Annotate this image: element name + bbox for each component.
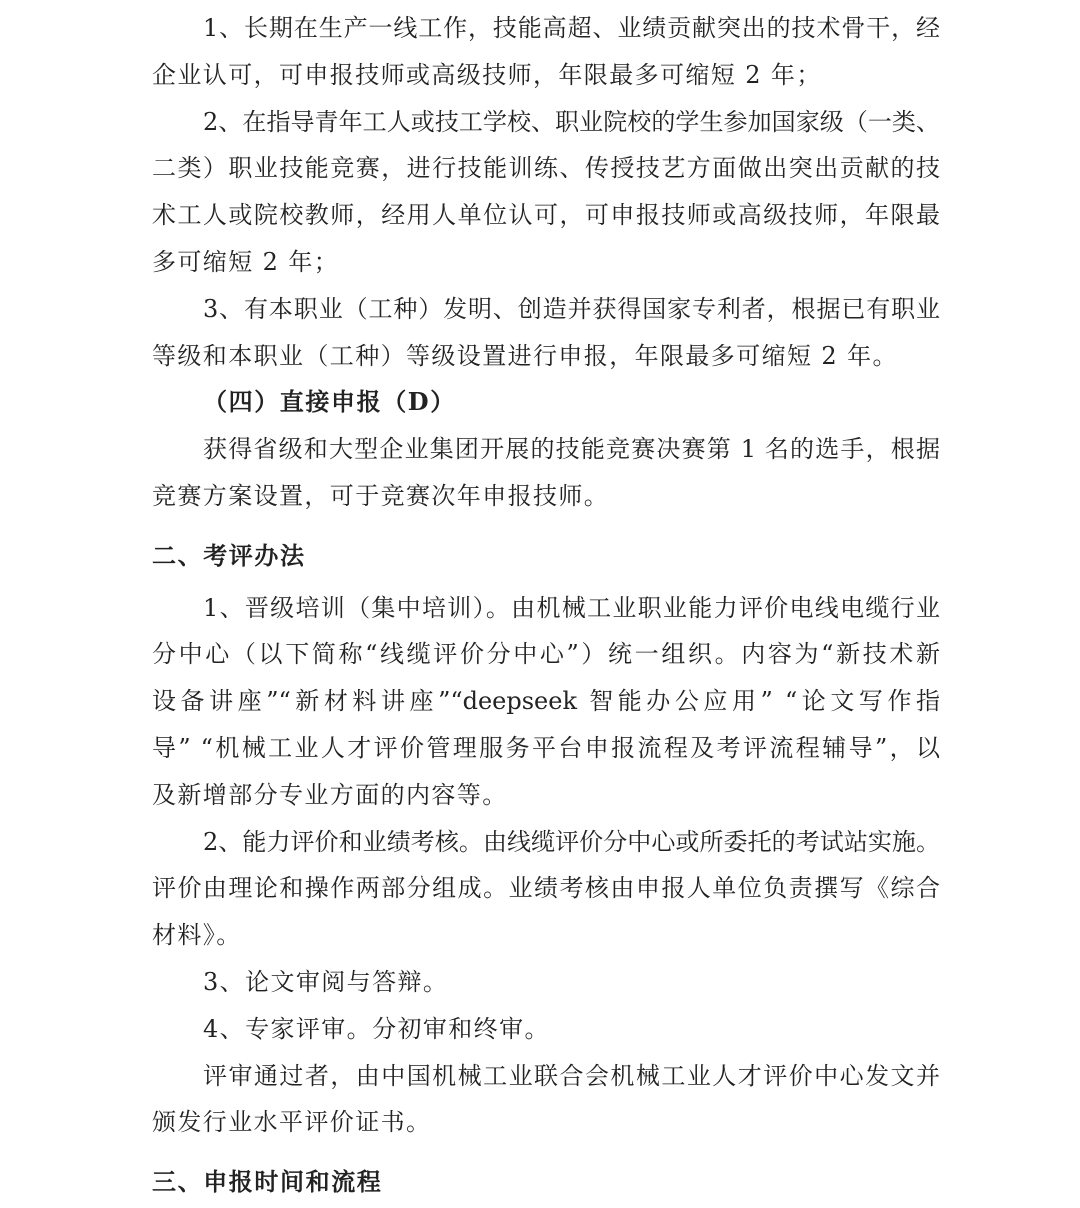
paragraph-line: 及新增部分专业方面的内容等。	[152, 780, 508, 809]
paragraph-line: 竞赛方案设置，可于竞赛次年申报技师。	[152, 481, 610, 510]
paragraph-line: 评审通过者，由中国机械工业联合会机械工业人才评价中心发文并	[203, 1061, 940, 1090]
paragraph-line: 二类）职业技能竞赛，进行技能训练、传授技艺方面做出突出贡献的技	[152, 154, 940, 183]
paragraph-line: 分中心（以下简称“线缆评价分中心”）统一组织。内容为“新技术新	[152, 640, 940, 669]
paragraph-line: 材料》。	[152, 921, 242, 950]
paragraph-line: 企业认可，可申报技师或高级技师，年限最多可缩短 2 年；	[152, 60, 822, 89]
section-heading: 三、申报时间和流程	[152, 1167, 383, 1197]
paragraph-line: 2、能力评价和业绩考核。由线缆评价分中心或所委托的考试站实施。	[203, 827, 940, 856]
paragraph-line: 多可缩短 2 年；	[152, 247, 340, 276]
paragraph-line: 术工人或院校教师，经用人单位认可，可申报技师或高级技师，年限最	[152, 201, 940, 230]
paragraph-line: 颁发行业水平评价证书。	[152, 1108, 432, 1137]
paragraph	[152, 959, 940, 1006]
paragraph-line: 3、有本职业（工种）发明、创造并获得国家专利者，根据已有职业	[203, 294, 940, 323]
paragraph-line: 获得省级和大型企业集团开展的技能竞赛决赛第 1 名的选手，根据	[203, 435, 940, 464]
paragraph-line: 1、长期在生产一线工作，技能高超、业绩贡献突出的技术骨干，经	[203, 14, 940, 42]
paragraph-line: 评价由理论和操作两部分组成。业绩考核由申报人单位负责撰写《综合	[152, 874, 940, 903]
paragraph	[152, 99, 940, 286]
paragraph-line: 等级和本职业（工种）等级设置进行申报，年限最多可缩短 2 年。	[152, 341, 898, 370]
document-body	[152, 5, 940, 1208]
paragraph	[152, 585, 940, 819]
paragraph	[152, 286, 940, 380]
paragraph	[152, 1006, 940, 1053]
paragraph	[152, 819, 940, 959]
paragraph	[152, 1053, 940, 1147]
paragraph-line: 3、论文审阅与答辩。	[203, 967, 449, 996]
paragraph-line: 设备讲座”“新材料讲座”“deepseek 智能办公应用” “论文写作指	[152, 687, 940, 716]
subsection-heading: （四）直接申报（D）	[203, 387, 456, 417]
paragraph-line: 2、在指导青年工人或技工学校、职业院校的学生参加国家级（一类、	[203, 107, 940, 136]
paragraph-line: 1、晋级培训（集中培训）。由机械工业职业能力评价电线电缆行业	[203, 593, 940, 622]
section-heading: 二、考评办法	[152, 540, 306, 570]
paragraph	[152, 426, 940, 520]
paragraph	[152, 5, 940, 99]
paragraph-line: 导” “机械工业人才评价管理服务平台申报流程及考评流程辅导”，以	[152, 733, 940, 762]
paragraph-line: 4、专家评审。分初审和终审。	[203, 1014, 550, 1043]
